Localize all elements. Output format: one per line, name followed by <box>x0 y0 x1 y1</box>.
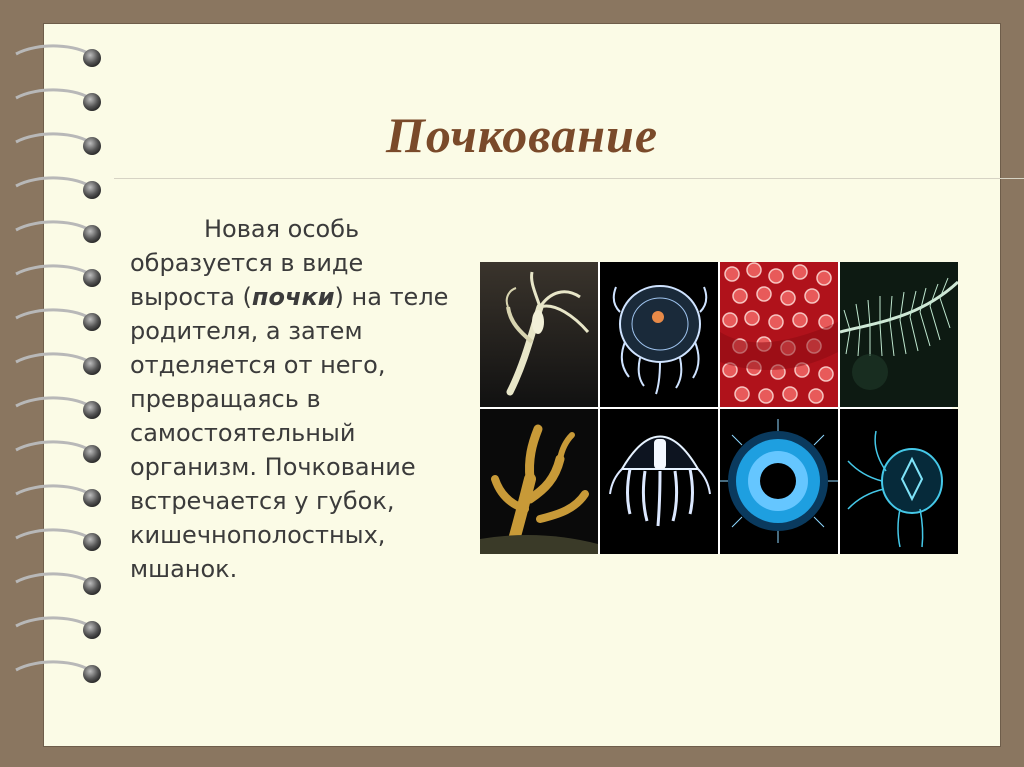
jellyfish-transparent-image <box>600 409 718 554</box>
hydra-image <box>480 262 598 407</box>
green-hydroid-image <box>840 262 958 407</box>
notebook-page <box>44 24 1000 746</box>
branching-sponge-image <box>480 409 598 554</box>
blue-medusa-image <box>720 409 838 554</box>
paragraph-part2: ) на теле родителя, а затем отделяется от него, превращаясь в самостоятельный организм. Почкование встречается у губок, кишечнополостных, мшанок. <box>130 283 449 583</box>
title-divider <box>114 178 1024 179</box>
notebook-spiral <box>8 44 118 724</box>
cyan-jellyfish-image <box>840 409 958 554</box>
paragraph-part1: Новая особь образуется в виде выроста ( <box>130 215 364 311</box>
jellyfish-glowing-image <box>600 262 718 407</box>
body-paragraph <box>130 212 460 586</box>
paragraph-emphasis: почки <box>251 283 335 311</box>
red-coral-image <box>720 262 838 407</box>
slide-title: Почкование <box>385 107 659 163</box>
organism-image-grid <box>480 262 952 554</box>
